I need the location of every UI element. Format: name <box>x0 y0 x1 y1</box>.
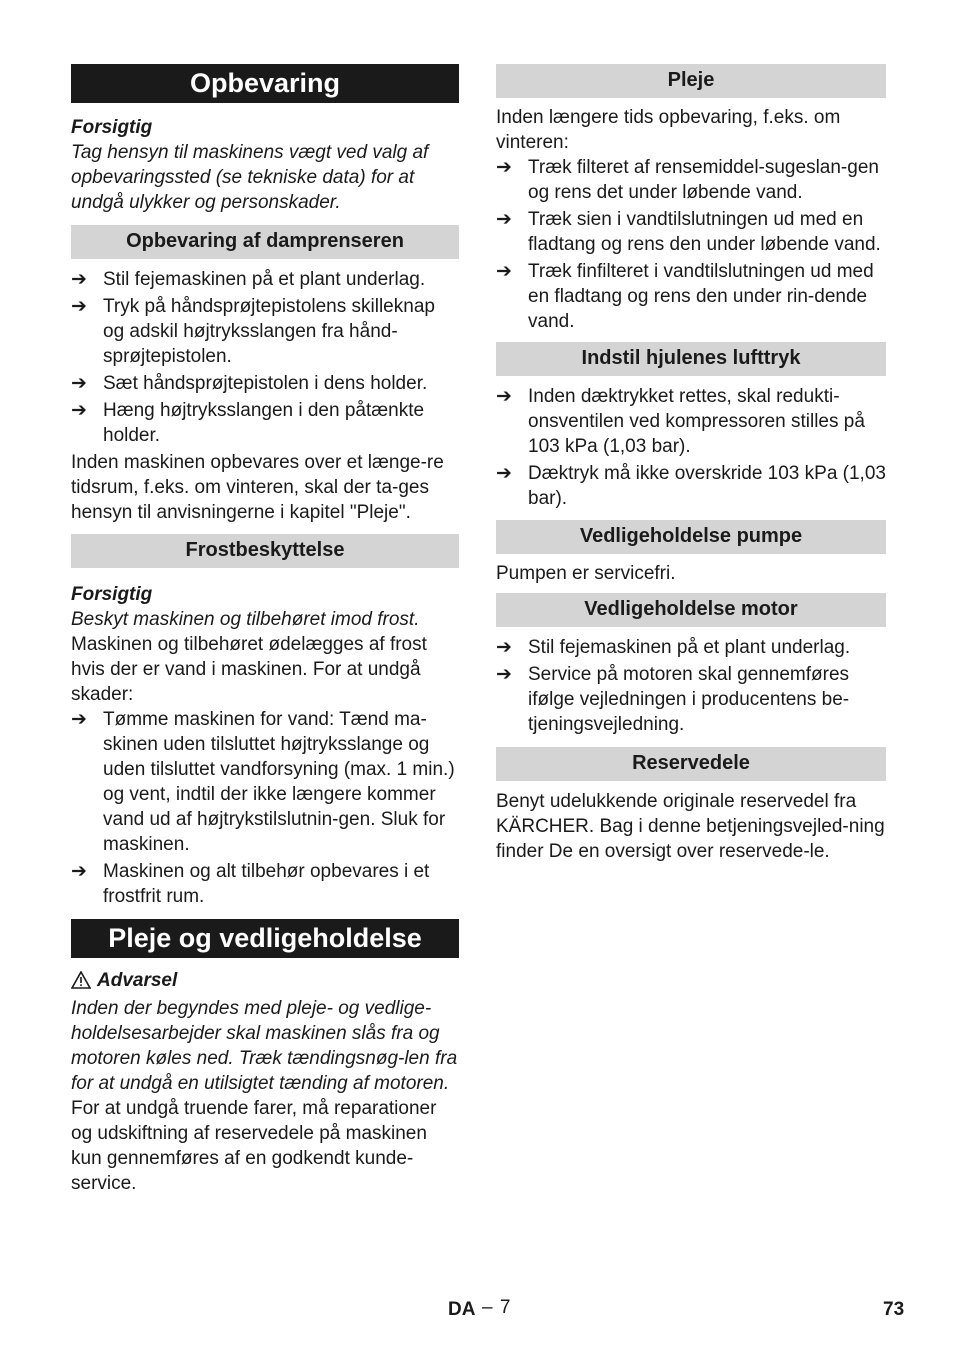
footer-language: DA <box>448 1299 475 1320</box>
arrow-right-icon: ➔ <box>496 386 512 407</box>
warning-text: Inden der begyndes med pleje- og vedlige-holdelsesarbejder skal maskinen slås fra og motoren køles ned. Træk tændingsnøg-len fra for at undgå en utilsigtet tænding af motoren. <box>71 998 458 1094</box>
list-item: ➔ Træk sien i vandtilslutningen ud med en fladtang og rens den under løbende vand. <box>496 209 881 255</box>
damprenser-steps <box>71 267 459 448</box>
section-title-opbevaring: Opbevaring <box>71 64 459 103</box>
list-item: ➔ Service på motoren skal gennemføres ifølge vejledningen i producentens be-tjeningsvejledning. <box>496 664 850 735</box>
section-title-pleje-vedligeholdelse: Pleje og vedligeholdelse <box>71 919 459 958</box>
footer-section-page: 7 <box>499 1297 511 1318</box>
arrow-right-icon: ➔ <box>496 157 512 178</box>
arrow-right-icon: ➔ <box>71 373 87 394</box>
subsection-title-pumpe: Vedligeholdelse pumpe <box>496 520 886 554</box>
damprenser-note: Inden maskinen opbevares over et længe-re tidsrum, f.eks. om vinteren, skal der ta-ges hensyn til anvisningerne i kapitel "Pleje". <box>71 452 444 523</box>
arrow-right-icon: ➔ <box>71 296 87 317</box>
reservedele-text: Benyt udelukkende originale reservedel fra KÄRCHER. Bag i denne betjeningsvejled-ning finder De en oversigt over reservede-le. <box>496 791 885 862</box>
motor-steps <box>496 635 886 737</box>
caution-heading: Forsigtig <box>71 117 153 138</box>
repair-text: For at undgå truende farer, må reparationer og udskiftning af reservedele på maskinen kun gennemføres af en godkendt kunde-service. <box>71 1098 437 1194</box>
subsection-title-frost: Frostbeskyttelse <box>71 534 459 568</box>
list-item: ➔ Dæktryk må ikke overskride 103 kPa (1,03 bar). <box>496 463 886 509</box>
list-item: ➔ Stil fejemaskinen på et plant underlag. <box>496 637 851 658</box>
list-item: ➔ Hæng højtryksslangen i den påtænkte holder. <box>71 400 425 446</box>
subsection-title-damprenser: Opbevaring af damprenseren <box>71 225 459 259</box>
arrow-right-icon: ➔ <box>71 861 87 882</box>
subsection-title-motor: Vedligeholdelse motor <box>496 593 886 627</box>
caution-heading: Forsigtig <box>71 584 153 605</box>
list-item: ➔ Sæt håndsprøjtepistolen i dens holder. <box>71 373 428 394</box>
list-item: ➔ Tømme maskinen for vand: Tænd ma-skinen uden tilsluttet højtryksslange og uden tilsluttet vandforsyning (max. 1 min.) og vent, indtil der ikke længere kommer vand ud af højtrykstilslutnin-gen. Sluk for maskinen. <box>71 709 455 855</box>
warning-triangle-icon <box>71 971 91 996</box>
arrow-right-icon: ➔ <box>496 664 512 685</box>
arrow-right-icon: ➔ <box>496 261 512 282</box>
caution-text: Tag hensyn til maskinens vægt ved valg af opbevaringssted (se tekniske data) for at undgå ulykker og personskader. <box>71 142 429 213</box>
page-number: 73 <box>883 1299 905 1320</box>
list-item: ➔ Inden dæktrykket rettes, skal redukti-onsventilen ved kompressoren stilles på 103 kPa (1,03 bar). <box>496 386 865 457</box>
frost-steps <box>71 707 459 909</box>
list-item: ➔ Maskinen og alt tilbehør opbevares i et frostfrit rum. <box>71 861 430 907</box>
subsection-title-reservedele: Reservedele <box>496 747 886 781</box>
pleje-intro: Inden længere tids opbevaring, f.eks. om vinteren: <box>496 107 841 153</box>
list-item: ➔ Træk finfilteret i vandtilslutningen ud med en fladtang og rens den under rin-dende vand. <box>496 261 874 332</box>
warning-heading: Advarsel <box>71 968 459 996</box>
right-column <box>496 64 886 864</box>
list-item: ➔ Stil fejemaskinen på et plant underlag. <box>71 269 426 290</box>
arrow-right-icon: ➔ <box>496 463 512 484</box>
subsection-title-pleje: Pleje <box>496 64 886 98</box>
arrow-right-icon: ➔ <box>496 209 512 230</box>
caution-text: Beskyt maskinen og tilbehøret imod frost. <box>71 609 420 630</box>
subsection-title-lufttryk: Indstil hjulenes lufttryk <box>496 342 886 376</box>
lufttryk-steps <box>496 384 886 511</box>
pleje-steps <box>496 155 886 334</box>
arrow-right-icon: ➔ <box>496 637 512 658</box>
list-item: ➔ Tryk på håndsprøjtepistolens skilleknap og adskil højtryksslangen fra hånd-sprøjtepistolen. <box>71 296 435 367</box>
footer-dash: – <box>482 1297 493 1318</box>
arrow-right-icon: ➔ <box>71 400 87 421</box>
frost-text: Maskinen og tilbehøret ødelægges af frost hvis der er vand i maskinen. For at undgå skader: <box>71 634 427 705</box>
list-item: ➔ Træk filteret af rensemiddel-sugeslan-gen og rens det under løbende vand. <box>496 157 879 203</box>
pumpe-text: Pumpen er servicefri. <box>496 563 676 584</box>
arrow-right-icon: ➔ <box>71 709 87 730</box>
arrow-right-icon: ➔ <box>71 269 87 290</box>
footer-section-label <box>448 1297 510 1321</box>
left-column <box>71 64 459 1196</box>
